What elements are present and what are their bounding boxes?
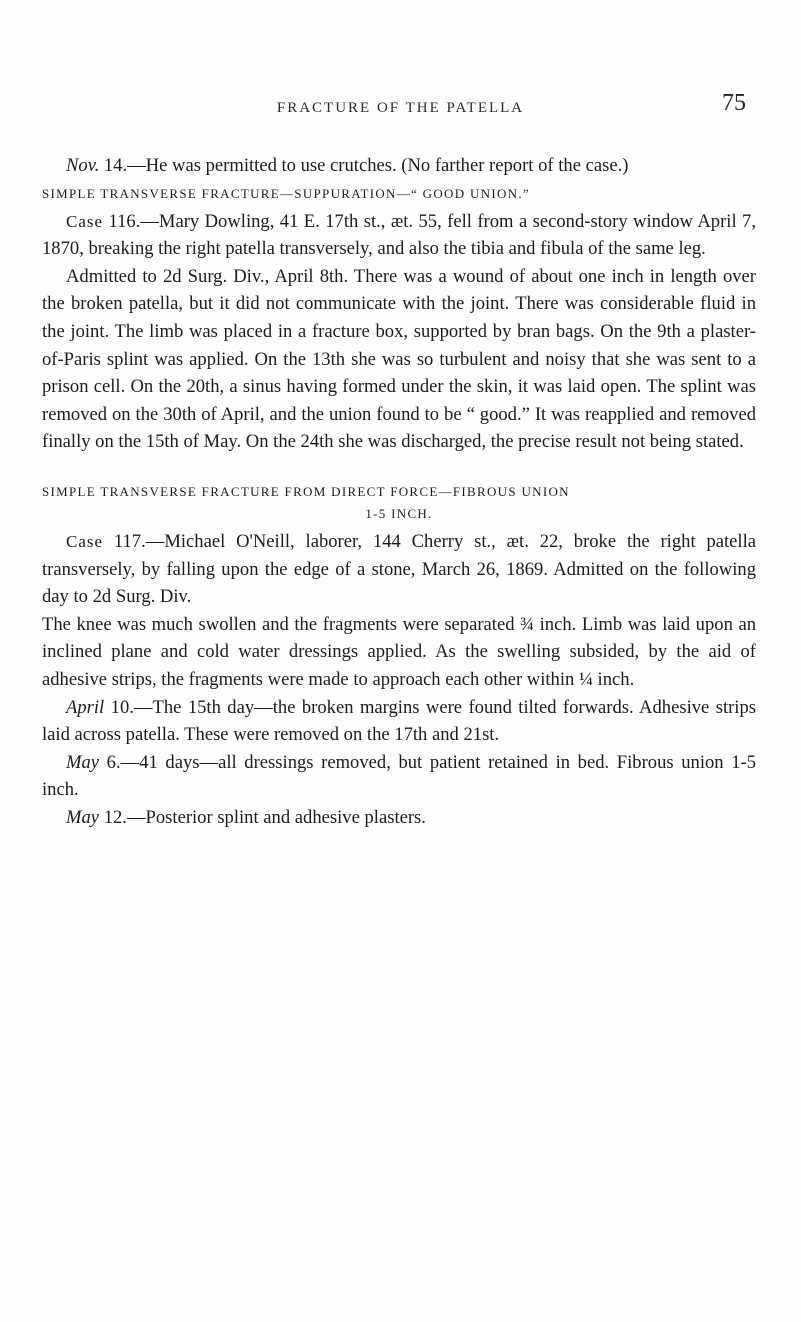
case-text: 117.—Michael O'Neill, laborer, 144 Cherry st., æt. 22, broke the right patella transversely, by falling upon the edge of a stone, March 26, 1869. Admitted on the following day to 2d Surg. Div. bbox=[42, 530, 756, 608]
paragraph-nov-14 bbox=[42, 152, 756, 180]
paragraph-admission-116: Admitted to 2d Surg. Div., April 8th. There was a wound of about one inch in length over the broken patella, but it did not communicate with the joint. There was considerable fluid in the joint. The limb was placed in a fracture box, supported by bran bags. On the 9th a plaster-of-Paris splint was applied. On the 13th she was so turbulent and noisy that she was sent to a prison cell. On the 20th, a sinus having formed under the skin, it was laid open. The splint was removed on the 30th of April, and the union found to be “ good.” It was reapplied and removed finally on the 15th of May. On the 24th she was discharged, the precise result not being stated. bbox=[42, 265, 756, 453]
case-label: Case bbox=[66, 531, 104, 551]
paragraph-case-116 bbox=[42, 208, 756, 263]
case-label: Case bbox=[66, 211, 104, 231]
case-text: 116.—Mary Dowling, 41 E. 17th st., æt. 55, fell from a second-story window April 7, 1870, breaking the right patella transversely, and also the tibia and fibula of the same leg. bbox=[42, 210, 756, 260]
paragraph-knee: The knee was much swollen and the fragments were separated ¾ inch. Limb was laid upon an inclined plane and cold water dressings applied. As the swelling subsided, by the aid of adhesive strips, the fragments were made to approach each other within ¼ inch. bbox=[42, 613, 756, 690]
case-heading-117: SIMPLE TRANSVERSE FRACTURE FROM DIRECT FORCE—FIBROUS UNION bbox=[42, 483, 570, 499]
entry-date: Nov. bbox=[66, 155, 100, 176]
entry-text: 10.—The 15th day—the broken margins were found tilted forwards. Adhesive strips laid across patella. These were removed on the 17th and 21st. bbox=[42, 696, 756, 746]
running-head: FRACTURE OF THE PATELLA bbox=[276, 100, 525, 116]
entry-date: May bbox=[66, 806, 100, 828]
entry-text: 14.—He was permitted to use crutches. (No farther report of the case.) bbox=[99, 155, 629, 176]
body-text bbox=[42, 152, 756, 831]
page-number: 75 bbox=[722, 90, 746, 116]
entry-date: April bbox=[66, 696, 105, 718]
paragraph-may-6 bbox=[42, 749, 756, 804]
spacer bbox=[42, 456, 756, 478]
paragraph-case-117 bbox=[42, 528, 756, 611]
case-heading-117-continued: 1-5 INCH. bbox=[365, 505, 433, 521]
paragraph-may-12 bbox=[42, 804, 756, 832]
entry-date: May bbox=[66, 751, 100, 773]
entry-text: 6.—41 days—all dressings removed, but patient retained in bed. Fibrous union 1-5 inch. bbox=[42, 751, 756, 801]
case-heading-116: SIMPLE TRANSVERSE FRACTURE—SUPPURATION—“ GOOD UNION.” bbox=[42, 185, 530, 201]
paragraph-april-10 bbox=[42, 694, 756, 749]
entry-text: 12.—Posterior splint and adhesive plasters. bbox=[99, 806, 426, 828]
